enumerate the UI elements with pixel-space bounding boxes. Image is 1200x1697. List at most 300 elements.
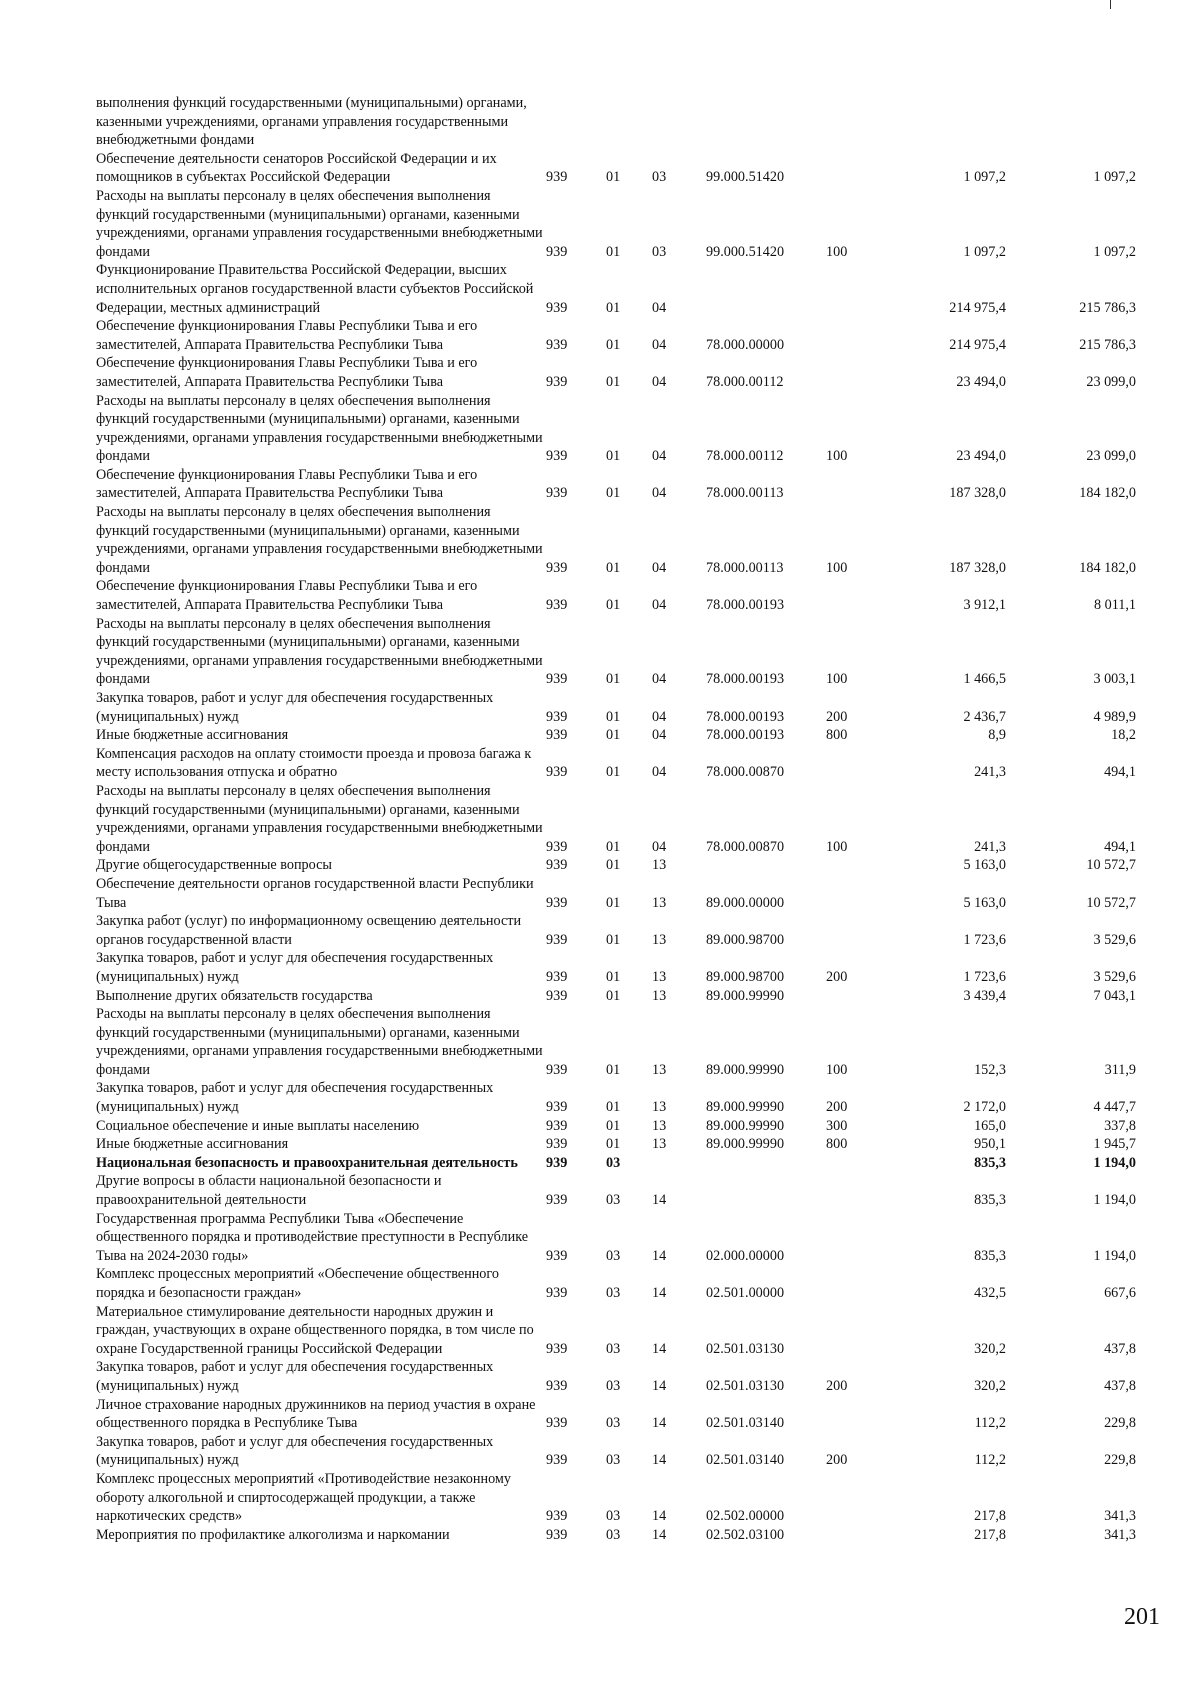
row-section-code: 01	[606, 1061, 621, 1078]
table-row	[96, 987, 1136, 1006]
row-expense-type: 100	[826, 1061, 848, 1078]
table-body	[96, 94, 1136, 1544]
row-amount-1: 3 912,1	[963, 597, 1006, 614]
row-target-article: 99.000.51420	[706, 169, 785, 186]
row-target-article	[706, 1172, 826, 1209]
table-row	[96, 1117, 1136, 1136]
row-target-article: 02.501.03130	[706, 1340, 785, 1357]
row-subsection-code: 04	[652, 838, 667, 855]
table-row	[96, 1172, 1136, 1209]
row-section-code: 01	[606, 931, 621, 948]
row-target-article: 78.000.00112	[706, 373, 784, 390]
row-name: Расходы на выплаты персоналу в целях обеспечения выполнения функций государственными (муниципальными) органами, казенными учреждениями, органами управления государственными внебюджетными фондами	[96, 782, 543, 855]
row-grbs-code: 939	[546, 1285, 568, 1301]
row-amount-2: 1 945,7	[1093, 1136, 1136, 1153]
row-amount-2: 23 099,0	[1086, 373, 1136, 390]
row-target-article: 02.501.03140	[706, 1452, 785, 1469]
row-subsection-code: 04	[652, 299, 667, 316]
row-subsection-code: 14	[652, 1340, 667, 1357]
row-grbs-code	[546, 94, 606, 150]
row-subsection-code: 04	[652, 764, 667, 781]
row-subsection-code: 13	[652, 894, 667, 911]
row-expense-type	[826, 987, 886, 1006]
row-expense-type: 200	[826, 968, 848, 985]
table-row	[96, 1154, 1136, 1173]
table-row	[96, 317, 1136, 354]
row-grbs-code: 939	[546, 299, 568, 316]
row-amount-2: 437,8	[1104, 1340, 1136, 1357]
row-expense-type	[826, 745, 886, 782]
table-row	[96, 1470, 1136, 1526]
row-amount-1: 320,2	[974, 1377, 1006, 1394]
row-amount-1: 214 975,4	[949, 299, 1006, 316]
row-expense-type: 100	[826, 559, 848, 576]
row-amount-1: 835,3	[974, 1192, 1006, 1209]
row-name: Социальное обеспечение и иные выплаты населению	[96, 1117, 420, 1134]
row-target-article: 78.000.00113	[706, 485, 784, 502]
row-amount-2: 1 097,2	[1093, 169, 1136, 186]
row-expense-type	[826, 1265, 886, 1302]
row-target-article: 78.000.00870	[706, 838, 785, 855]
row-expense-type: 100	[826, 671, 848, 688]
row-amount-1: 1 097,2	[963, 169, 1006, 186]
row-grbs-code: 939	[546, 1061, 568, 1078]
row-section-code: 01	[606, 838, 621, 855]
row-section-code: 03	[606, 1415, 621, 1432]
row-target-article: 89.000.98700	[706, 968, 785, 985]
row-expense-type	[826, 577, 886, 614]
row-target-article: 89.000.98700	[706, 931, 785, 948]
row-section-code: 01	[606, 597, 621, 614]
row-name: Иные бюджетные ассигнования	[96, 727, 289, 744]
row-amount-2: 341,3	[1104, 1508, 1136, 1525]
row-subsection-code: 04	[652, 671, 667, 688]
row-name: Материальное стимулирование деятельности народных дружин и граждан, участвующих в охране общественного порядка, в том числе по охране Государственной границы Российской Федерации	[96, 1303, 534, 1357]
row-section-code: 03	[606, 1285, 621, 1301]
row-amount-1: 835,3	[974, 1154, 1006, 1171]
table-row	[96, 1005, 1136, 1079]
row-section-code: 01	[606, 671, 621, 688]
row-subsection-code: 13	[652, 987, 667, 1004]
row-amount-1: 217,8	[974, 1508, 1006, 1525]
row-section-code: 03	[606, 1340, 621, 1357]
row-section-code: 01	[606, 1099, 621, 1116]
table-row	[96, 615, 1136, 689]
row-subsection-code: 14	[652, 1452, 667, 1469]
row-grbs-code: 939	[546, 1377, 568, 1394]
row-amount-1: 8,9	[988, 727, 1006, 744]
row-amount-1: 23 494,0	[956, 448, 1006, 465]
row-target-article: 89.000.99990	[706, 1117, 785, 1134]
row-grbs-code: 939	[546, 336, 568, 353]
row-name: Иные бюджетные ассигнования	[96, 1136, 289, 1153]
row-amount-1: 112,2	[974, 1452, 1006, 1469]
row-section-code: 01	[606, 448, 621, 465]
row-amount-1: 214 975,4	[949, 336, 1006, 353]
row-expense-type	[826, 1526, 886, 1545]
row-target-article: 02.501.03140	[706, 1415, 785, 1432]
row-subsection-code: 03	[652, 169, 667, 186]
row-name: выполнения функций государственными (муниципальными) органами, казенными учреждениями, органами управления государственными внебюджетными фондами	[96, 95, 527, 149]
table-row	[96, 782, 1136, 856]
row-grbs-code: 939	[546, 1340, 568, 1357]
row-subsection-code: 13	[652, 857, 667, 874]
row-name: Расходы на выплаты персоналу в целях обеспечения выполнения функций государственными (муниципальными) органами, казенными учреждениями, органами управления государственными внебюджетными фондами	[96, 504, 543, 576]
row-grbs-code: 939	[546, 1192, 568, 1209]
row-target-article: 02.501.00000	[706, 1285, 785, 1301]
row-amount-2: 437,8	[1104, 1377, 1136, 1394]
row-subsection-code: 14	[652, 1508, 667, 1525]
row-amount-2: 23 099,0	[1086, 448, 1136, 465]
row-section-code: 01	[606, 1117, 621, 1134]
row-amount-2: 1 194,0	[1093, 1154, 1136, 1171]
row-target-article	[706, 856, 826, 875]
row-amount-1: 1 466,5	[963, 671, 1006, 688]
row-target-article: 78.000.00193	[706, 597, 785, 614]
row-grbs-code: 939	[546, 169, 568, 186]
row-amount-2: 1 194,0	[1093, 1192, 1136, 1209]
row-amount-2: 229,8	[1104, 1415, 1136, 1432]
row-expense-type	[826, 1210, 886, 1266]
row-subsection-code: 13	[652, 1117, 667, 1134]
row-amount-2: 311,9	[1104, 1061, 1136, 1078]
row-target-article: 78.000.00000	[706, 336, 785, 353]
row-expense-type	[826, 261, 886, 317]
table-row	[96, 503, 1136, 577]
row-amount-2: 1 097,2	[1093, 243, 1136, 260]
row-expense-type: 200	[826, 708, 848, 725]
row-expense-type	[826, 1396, 886, 1433]
row-section-code: 01	[606, 299, 621, 316]
row-expense-type: 800	[826, 1136, 848, 1153]
row-grbs-code: 939	[546, 373, 568, 390]
row-expense-type	[826, 912, 886, 949]
row-grbs-code: 939	[546, 597, 568, 614]
row-target-article	[706, 261, 826, 317]
row-grbs-code: 939	[546, 1415, 568, 1432]
row-name: Функционирование Правительства Российской Федерации, высших исполнительных органов государственной власти субъектов Российской Федерации, местных администраций	[96, 262, 534, 316]
table-row	[96, 689, 1136, 726]
row-amount-2: 337,8	[1104, 1117, 1136, 1134]
row-expense-type: 100	[826, 243, 848, 260]
row-expense-type	[826, 856, 886, 875]
row-name: Другие общегосударственные вопросы	[96, 857, 332, 874]
row-amount-2: 10 572,7	[1086, 857, 1136, 874]
row-amount-1: 2 436,7	[963, 708, 1006, 725]
row-amount-1: 187 328,0	[949, 559, 1006, 576]
row-amount-2: 3 529,6	[1093, 931, 1136, 948]
row-name: Обеспечение функционирования Главы Республики Тыва и его заместителей, Аппарата Правительства Республики Тыва	[96, 355, 478, 390]
table-row	[96, 1433, 1136, 1470]
row-amount-2: 18,2	[1111, 727, 1136, 744]
row-subsection-code: 04	[652, 597, 667, 614]
row-target-article: 78.000.00193	[706, 671, 785, 688]
row-section-code: 01	[606, 373, 621, 390]
row-grbs-code: 939	[546, 1452, 568, 1469]
table-row	[96, 1210, 1136, 1266]
row-name: Закупка товаров, работ и услуг для обеспечения государственных (муниципальных) нужд	[96, 1080, 494, 1116]
row-amount-1: 3 439,4	[963, 987, 1006, 1004]
row-amount-2: 10 572,7	[1086, 894, 1136, 911]
row-expense-type	[826, 1303, 886, 1359]
table-row	[96, 949, 1136, 986]
row-section-code: 03	[606, 1154, 621, 1171]
page-edge-mark	[1110, 0, 1111, 9]
row-amount-2: 7 043,1	[1093, 987, 1136, 1004]
row-section-code: 01	[606, 727, 621, 744]
row-section-code: 01	[606, 485, 621, 502]
table-row	[96, 392, 1136, 466]
row-subsection-code: 04	[652, 559, 667, 576]
row-name: Личное страхование народных дружинников на период участия в охране общественного порядка в Республике Тыва	[96, 1396, 536, 1432]
row-name: Расходы на выплаты персоналу в целях обеспечения выполнения функций государственными (муниципальными) органами, казенными учреждениями, органами управления государственными внебюджетными фондами	[96, 1006, 543, 1078]
row-section-code: 03	[606, 1526, 621, 1543]
row-target-article: 02.501.03130	[706, 1377, 785, 1394]
row-amount-2: 1 194,0	[1093, 1247, 1136, 1264]
row-expense-type: 100	[826, 448, 848, 465]
table-row	[96, 150, 1136, 187]
row-amount-2: 184 182,0	[1079, 559, 1136, 576]
row-subsection-code: 04	[652, 727, 667, 744]
row-section-code	[606, 94, 652, 150]
row-target-article: 78.000.00870	[706, 764, 785, 781]
row-subsection-code: 04	[652, 485, 667, 502]
row-name: Комплекс процессных мероприятий «Противодействие незаконному обороту алкогольной и спиртосодержащей продукции, а также наркотических средств»	[96, 1470, 511, 1525]
row-expense-type	[826, 354, 886, 391]
row-subsection-code: 14	[652, 1377, 667, 1394]
row-target-article: 89.000.99990	[706, 987, 785, 1004]
row-subsection-code: 04	[652, 448, 667, 465]
row-grbs-code: 939	[546, 243, 568, 260]
row-expense-type: 200	[826, 1377, 848, 1394]
row-expense-type	[826, 466, 886, 503]
row-amount-1: 320,2	[974, 1340, 1006, 1357]
row-amount-1: 23 494,0	[956, 373, 1006, 390]
row-subsection-code: 04	[652, 708, 667, 725]
row-section-code: 01	[606, 764, 621, 781]
row-name: Обеспечение функционирования Главы Республики Тыва и его заместителей, Аппарата Правительства Республики Тыва	[96, 466, 478, 502]
table-row	[96, 354, 1136, 391]
row-amount-1: 5 163,0	[963, 857, 1006, 874]
row-amount-2: 184 182,0	[1079, 485, 1136, 502]
row-grbs-code: 939	[546, 1099, 568, 1116]
row-grbs-code: 939	[546, 671, 568, 688]
row-name: Закупка товаров, работ и услуг для обеспечения государственных (муниципальных) нужд	[96, 950, 494, 985]
row-amount-2: 4 989,9	[1093, 708, 1136, 725]
row-grbs-code: 939	[546, 968, 568, 985]
row-grbs-code: 939	[546, 894, 568, 911]
row-expense-type	[826, 875, 886, 912]
row-name: Государственная программа Республики Тыва «Обеспечение общественного порядка и противодействие преступности в Республике Тыва на 2024-2030 годы»	[96, 1210, 529, 1264]
row-subsection-code: 14	[652, 1192, 667, 1209]
row-expense-type	[826, 150, 886, 187]
row-grbs-code: 939	[546, 1136, 568, 1153]
row-subsection-code: 13	[652, 1136, 667, 1153]
row-amount-2: 3 529,6	[1093, 968, 1136, 985]
row-section-code: 01	[606, 336, 621, 353]
row-target-article: 78.000.00112	[706, 448, 784, 465]
row-name: Другие вопросы в области национальной безопасности и правоохранительной деятельности	[96, 1173, 442, 1209]
row-name: Обеспечение деятельности сенаторов Российской Федерации и их помощников в субъектах Российской Федерации	[96, 150, 497, 186]
row-subsection-code: 14	[652, 1526, 667, 1543]
row-amount-1: 241,3	[974, 764, 1006, 781]
table-row	[96, 912, 1136, 949]
table-row	[96, 577, 1136, 614]
row-grbs-code: 939	[546, 1247, 568, 1264]
row-section-code: 03	[606, 1377, 621, 1394]
row-grbs-code: 939	[546, 485, 568, 502]
table-row	[96, 261, 1136, 317]
table-row	[96, 875, 1136, 912]
row-amount-1: 2 172,0	[963, 1099, 1006, 1116]
row-grbs-code: 939	[546, 1526, 568, 1543]
row-expense-type	[826, 1154, 886, 1173]
row-expense-type: 300	[826, 1117, 848, 1134]
row-amount-2: 229,8	[1104, 1452, 1136, 1469]
table-row	[96, 1526, 1136, 1545]
row-amount-2: 215 786,3	[1079, 336, 1136, 353]
row-grbs-code: 939	[546, 838, 568, 855]
row-section-code: 01	[606, 987, 621, 1004]
row-target-article: 02.000.00000	[706, 1247, 785, 1264]
table-row	[96, 1135, 1136, 1154]
row-amount-1: 1 723,6	[963, 968, 1006, 985]
row-target-article: 89.000.99990	[706, 1136, 785, 1153]
row-grbs-code: 939	[546, 559, 568, 576]
row-name: Обеспечение функционирования Главы Республики Тыва и его заместителей, Аппарата Правительства Республики Тыва	[96, 318, 478, 353]
row-expense-type: 100	[826, 838, 848, 855]
row-amount-1: 950,1	[974, 1136, 1006, 1153]
row-name: Закупка товаров, работ и услуг для обеспечения государственных (муниципальных) нужд	[96, 1433, 494, 1469]
row-target-article: 99.000.51420	[706, 243, 785, 260]
row-section-code: 03	[606, 1192, 621, 1209]
row-section-code: 01	[606, 968, 621, 985]
row-amount-1: 432,5	[974, 1285, 1006, 1301]
row-subsection-code: 03	[652, 243, 667, 260]
row-amount-2: 667,6	[1104, 1285, 1136, 1301]
table-row	[96, 1358, 1136, 1395]
row-amount-2: 494,1	[1104, 838, 1136, 855]
row-grbs-code: 939	[546, 1154, 568, 1171]
row-target-article: 78.000.00193	[706, 727, 785, 744]
row-amount-1: 1 723,6	[963, 931, 1006, 948]
row-grbs-code: 939	[546, 1508, 568, 1525]
row-grbs-code: 939	[546, 931, 568, 948]
row-name: Мероприятия по профилактике алкоголизма и наркомании	[96, 1526, 450, 1543]
row-section-code: 01	[606, 857, 621, 874]
row-grbs-code: 939	[546, 708, 568, 725]
row-grbs-code: 939	[546, 1117, 568, 1134]
budget-allocation-table	[96, 94, 1136, 1544]
row-amount-1: 152,3	[974, 1061, 1006, 1078]
row-expense-type: 800	[826, 727, 848, 744]
row-amount-2: 8 011,1	[1093, 597, 1136, 614]
row-amount-1: 217,8	[974, 1526, 1006, 1543]
row-section-code: 03	[606, 1247, 621, 1264]
row-grbs-code: 939	[546, 727, 568, 744]
row-name: Расходы на выплаты персоналу в целях обеспечения выполнения функций государственными (муниципальными) органами, казенными учреждениями, органами управления государственными внебюджетными фондами	[96, 392, 543, 465]
row-subsection-code: 13	[652, 931, 667, 948]
row-amount-1: 112,2	[974, 1415, 1006, 1432]
row-target-article: 78.000.00193	[706, 708, 785, 725]
row-section-code: 01	[606, 894, 621, 911]
row-amount-2: 4 447,7	[1093, 1099, 1136, 1116]
table-row	[96, 745, 1136, 782]
table-row	[96, 856, 1136, 875]
row-subsection-code: 13	[652, 1061, 667, 1078]
row-amount-2	[1006, 94, 1136, 150]
row-amount-1: 241,3	[974, 838, 1006, 855]
row-target-article: 02.502.03100	[706, 1526, 785, 1543]
row-name: Расходы на выплаты персоналу в целях обеспечения выполнения функций государственными (муниципальными) органами, казенными учреждениями, органами управления государственными внебюджетными фондами	[96, 187, 543, 260]
row-amount-2: 3 003,1	[1093, 671, 1136, 688]
row-subsection-code	[652, 94, 706, 150]
row-name: Закупка товаров, работ и услуг для обеспечения государственных (муниципальных) нужд	[96, 1359, 494, 1394]
row-expense-type	[826, 317, 886, 354]
row-subsection-code: 04	[652, 336, 667, 353]
row-target-article	[706, 1154, 826, 1173]
row-amount-1: 1 097,2	[963, 243, 1006, 260]
row-expense-type	[826, 94, 886, 150]
table-row	[96, 1396, 1136, 1433]
row-expense-type	[826, 1172, 886, 1209]
row-grbs-code: 939	[546, 448, 568, 465]
row-name: Закупка работ (услуг) по информационному освещению деятельности органов государственной власти	[96, 913, 522, 948]
row-grbs-code: 939	[546, 987, 568, 1004]
row-subsection-code	[652, 1154, 706, 1173]
row-expense-type: 200	[826, 1099, 848, 1116]
table-row	[96, 187, 1136, 261]
row-grbs-code: 939	[546, 857, 568, 874]
row-section-code: 01	[606, 559, 621, 576]
row-name: Выполнение других обязательств государства	[96, 987, 373, 1004]
row-amount-1: 5 163,0	[963, 894, 1006, 911]
page-number: 201	[1124, 1604, 1160, 1630]
row-target-article: 78.000.00113	[706, 559, 784, 576]
row-amount-1: 835,3	[974, 1247, 1006, 1264]
row-target-article: 89.000.99990	[706, 1061, 785, 1078]
row-subsection-code: 14	[652, 1285, 667, 1301]
row-grbs-code: 939	[546, 764, 568, 781]
row-section-code: 01	[606, 708, 621, 725]
row-amount-1: 165,0	[974, 1117, 1006, 1134]
row-name: Расходы на выплаты персоналу в целях обеспечения выполнения функций государственными (муниципальными) органами, казенными учреждениями, органами управления государственными внебюджетными фондами	[96, 615, 543, 688]
row-target-article	[706, 94, 826, 150]
row-target-article: 89.000.99990	[706, 1099, 785, 1116]
row-subsection-code: 14	[652, 1247, 667, 1264]
row-subsection-code: 13	[652, 1099, 667, 1116]
row-section-code: 01	[606, 1136, 621, 1153]
row-amount-1: 187 328,0	[949, 485, 1006, 502]
row-name: Обеспечение функционирования Главы Республики Тыва и его заместителей, Аппарата Правительства Республики Тыва	[96, 578, 478, 614]
row-expense-type	[826, 1470, 886, 1526]
row-name: Национальная безопасность и правоохранительная деятельность	[96, 1154, 518, 1171]
row-target-article: 02.502.00000	[706, 1508, 785, 1525]
row-section-code: 01	[606, 243, 621, 260]
row-subsection-code: 14	[652, 1415, 667, 1432]
row-name: Закупка товаров, работ и услуг для обеспечения государственных (муниципальных) нужд	[96, 690, 494, 725]
row-section-code: 01	[606, 169, 621, 186]
table-row	[96, 1303, 1136, 1359]
row-name: Комплекс процессных мероприятий «Обеспечение общественного порядка и безопасности граждан»	[96, 1266, 499, 1301]
row-amount-2: 341,3	[1104, 1526, 1136, 1543]
table-row	[96, 94, 1136, 150]
row-amount-1	[886, 94, 1006, 150]
row-target-article: 89.000.00000	[706, 894, 785, 911]
row-amount-2: 494,1	[1104, 764, 1136, 781]
table-row	[96, 1265, 1136, 1302]
row-section-code: 03	[606, 1508, 621, 1525]
